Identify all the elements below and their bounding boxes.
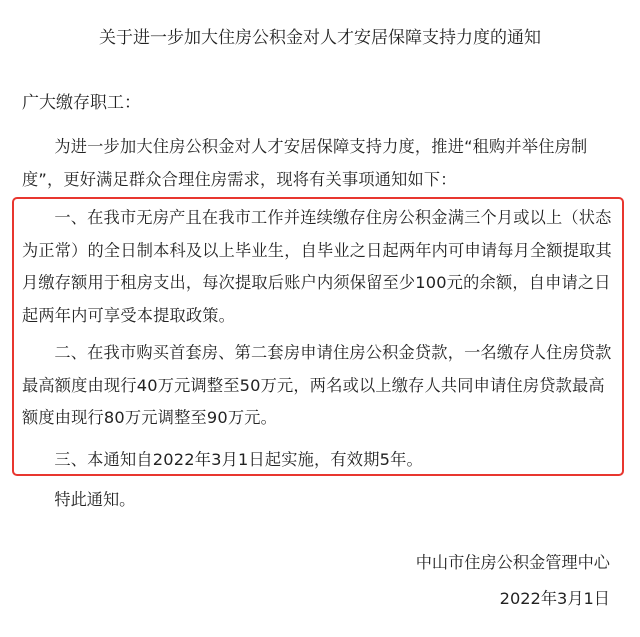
notice-item-3: 三、本通知自2022年3月1日起实施，有效期5年。	[54, 450, 423, 469]
issuer-signature: 中山市住房公积金管理中心	[415, 553, 610, 572]
notice-item-2: 二、在我市购买首套房、第二套房申请住房公积金贷款，一名缴存人住房贷款最高额度由现行40万元调整至50万元，两名或以上缴存人共同申请住房贷款最高额度由现行80万元调整至90万元。	[22, 343, 612, 427]
salutation: 广大缴存职工：	[22, 93, 141, 113]
intro-paragraph: 为进一步加大住房公积金对人才安居保障支持力度，推进“租购并举住房制度”，更好满足群众合理住房需求，现将有关事项通知如下：	[22, 137, 588, 189]
closing-remark: 特此通知。	[54, 490, 136, 509]
notice-item-1: 一、在我市无房产且在我市工作并连续缴存住房公积金满三个月或以上（状态为正常）的全日制本科及以上毕业生，自毕业之日起两年内可申请每月全额提取其月缴存额用于租房支出，每次提取后账户内须保留至少100元的余额，自申请之日起两年内可享受本提取政策。	[22, 208, 612, 325]
notice-title: 关于进一步加大住房公积金对人才安居保障支持力度的通知	[99, 28, 541, 48]
issue-date: 2022年3月1日	[499, 589, 610, 608]
